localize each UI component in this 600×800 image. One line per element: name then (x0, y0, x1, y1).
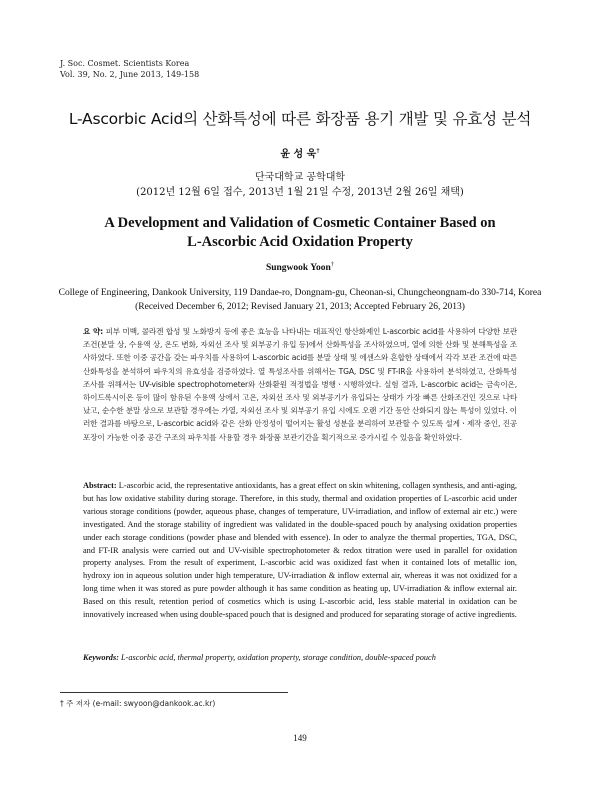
abstract-english-text: L-ascorbic acid, the representative antioxidants, has a great effect on skin whitening, collagen synthesis, and anti-aging, but has low oxidative stability during storage. Therefore, in this study, thermal and oxidation properties of L-ascorbic acid under various storage conditions (powder, aqueous phase, changes of temperature, UV-irradiation, and inflow of external air etc.) were investigated. And the storage stability of ingredient was validated in the double-spaced pouch by analysing oxidation properties under each storage conditions (powder phase and blended with essence). In oder to analyze the thermal properties, TGA, DSC, and FT-IR analysis were carried out and UV-visible spectrophotometer & redox titration were used in parallel for oxidation property analyses. From the result of experiment, L-ascorbic acid was oxidized fast when it contained lots of metallic ion, hydroxy ion in aqueous solution under high temperature, UV-irradiation & inflow external air, whereas it was not oxidized for a long time when it was stored as pure powder although it has same condition as heating up, UV-irradiation & inflow external air. Based on this result, retention period of cosmetics which is using L-ascorbic acid, less stable material in oxidation can be innovatively increased when using double-spaced pouch that is designed and produced for separating storage of active ingredients. (83, 481, 517, 620)
abstract-korean-label: 요 약: (83, 327, 104, 336)
dates-korean: (2012년 12월 6일 접수, 2013년 1월 21일 수정, 2013년 2월 26일 채택) (136, 187, 464, 198)
corresponding-author-mark-en: † (330, 261, 335, 268)
footnote-email: † 주 저자 (e-mail: swyoon@dankook.ac.kr) (60, 699, 216, 708)
author-english-name: Sungwook Yoon (265, 263, 331, 274)
affiliation-korean-block (0, 170, 600, 200)
author-korean (0, 145, 600, 160)
keywords-label: Keywords: (83, 653, 119, 662)
abstract-korean-text: 피부 미백, 콜라겐 합성 및 노화방지 등에 좋은 효능을 나타내는 대표적인 항산화제인 L-ascorbic acid를 사용하여 다양한 보관 조건(분말 상, 수용액 상, 온도 변화, 자외선 조사 및 외부공기 유입 등)에서 산화특성을 조사하였으며, 열에 의한 산화 및 분해특성을 조사하였다. 또한 이중 공간을 갖는 파우치를 사용하여 L-ascorbic acid를 분말 상태 및 에센스와 혼합한 상태에서 각각 보관 조건에 따른 산화특성을 분석하여 파우치의 유효성을 검증하였다. 열 특성조사를 위해서는 TGA, DSC 및 FT-IR을 사용하여 분석하였고, 산화특성 조사를 위해서는 UV-visible spectrophotometer와 산화환원 적정법을 병행ㆍ시행하였다. 실험 결과, L-ascorbic acid는 금속이온, 하이드록시이온 등이 많이 함유된 수용액 상에서 고온, 자외선 조사 및 외부공기가 유입되는 상태가 가장 빠른 산화조건인 것으로 나타났고, 순수한 분말 상으로 보관할 경우에는 가열, 자외선 조사 및 외부공기 유입 시에도 오랜 기간 동안 산화되지 않는 특성이 있었다. 이러한 결과를 바탕으로, L-ascorbic acid와 같은 산화 안정성이 떨어지는 활성 성분을 분리하여 보관할 수 있도록 설계ㆍ제작 중인, 진공포장이 가능한 이중 공간 구조의 파우치를 사용할 경우 화장품 보관기간을 획기적으로 증가시킬 수 있음을 확인하였다. (83, 327, 517, 442)
footnote-divider (60, 692, 288, 693)
abstract-english-label: Abstract: (83, 481, 117, 490)
affiliation-english-block (0, 286, 600, 314)
dates-english: (Received December 6, 2012; Revised January 21, 2013; Accepted February 26, 2013) (135, 302, 465, 312)
keywords-text: L-ascorbic acid, thermal property, oxidation property, storage condition, double-spaced pouch (121, 653, 436, 662)
keywords (83, 652, 517, 664)
affiliation-english: College of Engineering, Dankook University, 119 Dandae-ro, Dongnam-gu, Cheonan-si, Chungcheongnam-do 330-714, Korea (58, 288, 542, 298)
title-english (0, 214, 600, 252)
abstract-english (83, 480, 517, 622)
page-number: 149 (293, 733, 307, 743)
title-english-line1: A Development and Validation of Cosmetic Container Based on (104, 215, 496, 231)
journal-citation (60, 58, 199, 80)
journal-name: J. Soc. Cosmet. Scientists Korea (60, 59, 190, 68)
author-korean-name: 윤 성 욱 (280, 149, 317, 160)
journal-volume: Vol. 39, No. 2, June 2013, 149-158 (60, 70, 200, 79)
affiliation-korean: 단국대학교 공학대학 (254, 172, 346, 183)
title-korean: L-Ascorbic Acid의 산화특성에 따른 화장품 용기 개발 및 유효성 분석 (68, 110, 532, 128)
corresponding-author-mark: † (316, 146, 320, 155)
title-english-line2: L-Ascorbic Acid Oxidation Property (187, 234, 413, 250)
abstract-korean (83, 325, 517, 444)
author-english (0, 261, 600, 273)
